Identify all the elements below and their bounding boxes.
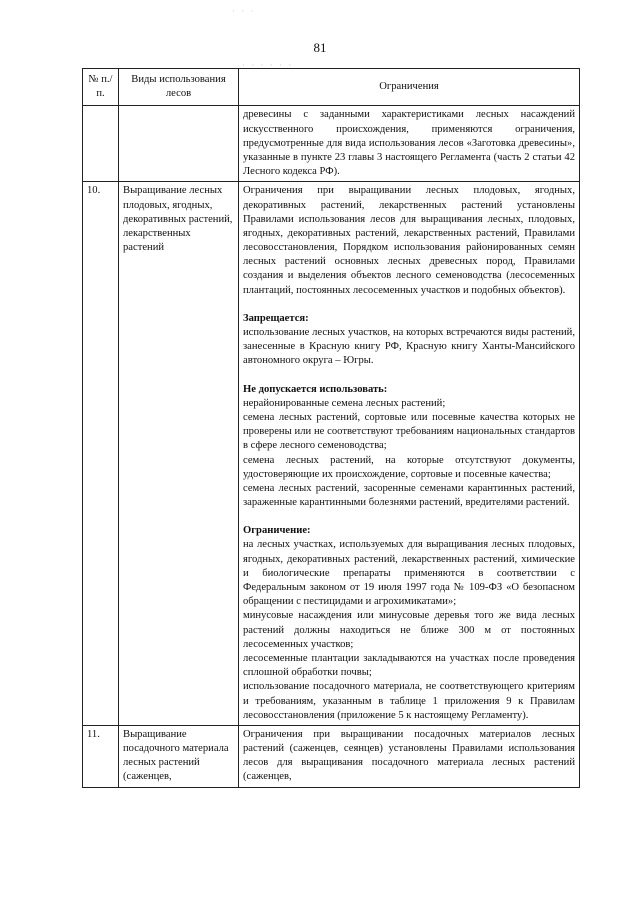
scan-noise: · · · [232,6,256,16]
header-use-type: Виды использования лесов [119,69,239,106]
row-use-type: Выращивание лесных плодовых, ягодных, декоративных растений, лекарственных растений [119,182,239,726]
paragraph: Ограничения при выращивании посадочных материалов лесных растений (саженцев, сеянцев) установлены Правилами использования лесов для выращивания посадочного материала лесных растений (саженцев, [243,728,575,783]
row-number [83,106,119,182]
row-restrictions [239,182,580,726]
list-item: нерайонированные семена лесных растений; [243,397,446,409]
list-item: семена лесных растений, сортовые или посевные качества которых не проверены или не соответствуют требованиям национальных стандартов в сфере лесного семеноводства; [243,411,575,452]
limit-heading: Ограничение: [243,525,311,537]
intro-paragraph: Ограничения при выращивании лесных плодовых, ягодных, декоративных растений, лекарственных растений установлены Правилами использования лесов для выращивания лесных, плодовых, ягодных, декоративных растений, лекарственных растений, Правилами лесовосстановления, Порядком использования районированных семян лесных растений основных лесных древесных пород, Правилами создания и выделения объектов лесного семеноводства (лесосеменных плантаций, постоянных лесосеменных участков и подобных объектов). [243,185,575,296]
restrictions-table [82,68,580,788]
page-number: 81 [313,40,327,55]
list-item: на лесных участках, используемых для выращивания лесных плодовых, ягодных, декоративных растений, лекарственных растений, химические и биологические препараты применяются в соответствии с Федеральным законом от 19 июля 1997 года № 109-ФЗ «О безопасном обращении с пестицидами и агрохимикатами»; [243,539,575,608]
scan-noise: · · · · · · [242,60,294,70]
list-item: лесосеменные плантации закладываются на участках после проведения сплошной обработки почвы; [243,652,575,679]
row-use-type: Выращивание посадочного материала лесных растений (саженцев, [119,725,239,787]
table-row [83,182,580,726]
row-use-type [119,106,239,182]
header-restrictions: Ограничения [239,69,580,106]
list-item: минусовые насаждения или минусовые деревья того же вида лесных растений должны находиться не ближе 300 м от постоянных лесосеменных участков; [243,610,575,650]
header-num: № п./п. [83,69,119,106]
forbidden-text: использование лесных участков, на которых встречаются виды растений, занесенные в Красную книгу РФ, Красную книгу Ханты-Мансийского автономного округа – Югры. [243,327,575,367]
row-number: 10. [83,182,119,726]
row-number: 11. [83,725,119,787]
table-header-row [83,69,580,106]
row-restrictions [239,725,580,787]
list-item: семена лесных растений, засоренные семенами карантинных растений, зараженные карантинными болезнями растений, вредителями растений. [243,482,575,509]
row-restrictions [239,106,580,182]
table-row [83,725,580,787]
not-allowed-heading: Не допускается использовать: [243,383,388,395]
list-item: использование посадочного материала, не соответствующего критериям и требованиям, указанным в таблице 1 приложения 9 к Правилам лесовосстановления (приложение 5 к настоящему Регламенту). [243,681,575,721]
forbidden-heading: Запрещается: [243,312,309,324]
list-item: семена лесных растений, на которые отсутствуют документы, удостоверяющие их происхождение, сортовые и посевные качества; [243,454,575,480]
paragraph: древесины с заданными характеристиками лесных насаждений искусственного происхождения, применяются ограничения, предусмотренные для вида использования лесов «Заготовка древесины», указанные в пункте 23 главы 3 настоящего Регламента (часть 2 статьи 42 Лесного кодекса РФ). [243,109,575,178]
table-row [83,106,580,182]
